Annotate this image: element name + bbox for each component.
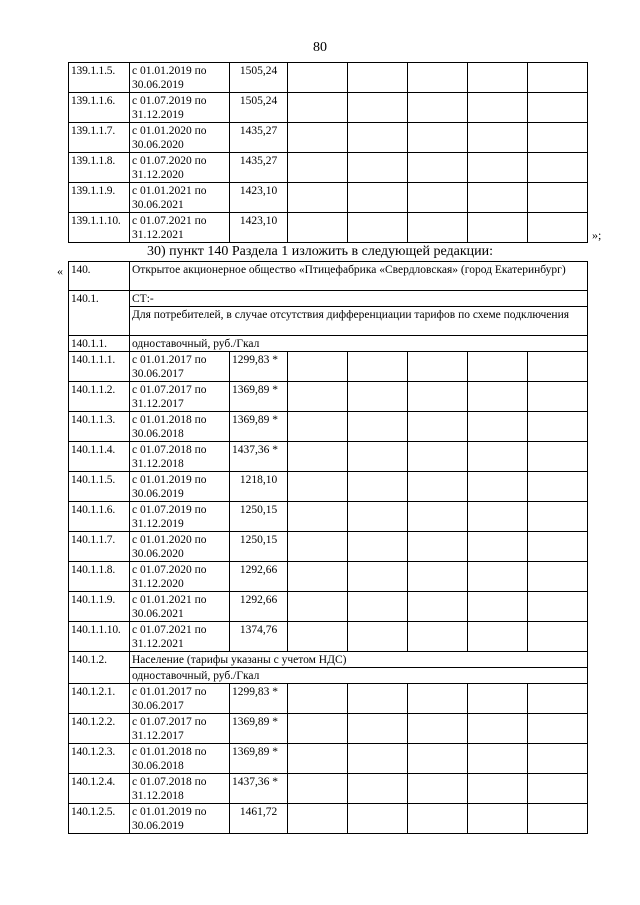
empty-cell bbox=[408, 352, 468, 382]
row-price: 1299,83 * bbox=[230, 684, 288, 714]
row-price: 1437,36 * bbox=[230, 774, 288, 804]
empty-cell bbox=[408, 442, 468, 472]
section-title: Население (тарифы указаны с учетом НДС) bbox=[130, 652, 588, 668]
empty-cell bbox=[468, 744, 528, 774]
empty-cell bbox=[348, 472, 408, 502]
empty-cell bbox=[288, 714, 348, 744]
empty-cell bbox=[408, 93, 468, 123]
row-period: с 01.07.2017 по 31.12.2017 bbox=[130, 382, 230, 412]
empty-cell bbox=[408, 153, 468, 183]
empty-cell bbox=[528, 472, 588, 502]
empty-cell bbox=[288, 213, 348, 243]
empty-cell bbox=[468, 472, 528, 502]
row-period: с 01.01.2019 по 30.06.2019 bbox=[130, 63, 230, 93]
empty-cell bbox=[288, 123, 348, 153]
empty-cell bbox=[288, 744, 348, 774]
empty-cell bbox=[408, 622, 468, 652]
empty-cell bbox=[408, 63, 468, 93]
row-period: с 01.07.2021 по 31.12.2021 bbox=[130, 213, 230, 243]
row-price: 1423,10 bbox=[230, 213, 288, 243]
row-price: 1292,66 bbox=[230, 592, 288, 622]
empty-cell bbox=[408, 714, 468, 744]
row-price: 1437,36 * bbox=[230, 442, 288, 472]
section-population-row bbox=[69, 652, 588, 668]
empty-cell bbox=[288, 382, 348, 412]
empty-cell bbox=[528, 622, 588, 652]
row-period: с 01.07.2017 по 31.12.2017 bbox=[130, 714, 230, 744]
empty-cell bbox=[528, 213, 588, 243]
empty-cell bbox=[348, 183, 408, 213]
row-period: с 01.01.2018 по 30.06.2018 bbox=[130, 744, 230, 774]
table-row bbox=[69, 63, 588, 93]
empty-cell bbox=[288, 412, 348, 442]
empty-cell bbox=[528, 93, 588, 123]
empty-cell bbox=[408, 744, 468, 774]
closing-quote-mark: »; bbox=[592, 228, 602, 242]
empty-cell bbox=[528, 804, 588, 834]
tariff-table-140 bbox=[68, 261, 588, 834]
table-row bbox=[69, 93, 588, 123]
subsection-title: одноставочный, руб./Гкал bbox=[130, 336, 588, 352]
row-period: с 01.01.2020 по 30.06.2020 bbox=[130, 123, 230, 153]
empty-cell bbox=[468, 183, 528, 213]
empty-cell bbox=[468, 93, 528, 123]
empty-cell bbox=[408, 123, 468, 153]
empty-cell bbox=[468, 63, 528, 93]
section-note-row bbox=[69, 307, 588, 336]
empty-cell bbox=[408, 412, 468, 442]
subsection-title: одноставочный, руб./Гкал bbox=[130, 668, 588, 684]
section-ct-row bbox=[69, 291, 588, 307]
row-code: 139.1.1.6. bbox=[69, 93, 130, 123]
opening-quote-mark: « bbox=[57, 264, 63, 278]
row-code: 140.1.2.5. bbox=[69, 804, 130, 834]
empty-cell bbox=[408, 774, 468, 804]
empty-cell bbox=[408, 684, 468, 714]
row-price: 1369,89 * bbox=[230, 412, 288, 442]
empty-cell bbox=[288, 153, 348, 183]
empty-cell bbox=[468, 442, 528, 472]
row-code: 139.1.1.10. bbox=[69, 213, 130, 243]
empty-cell bbox=[528, 153, 588, 183]
empty-cell bbox=[348, 412, 408, 442]
row-price: 1292,66 bbox=[230, 562, 288, 592]
empty-cell bbox=[288, 532, 348, 562]
org-header-row bbox=[69, 262, 588, 291]
row-period: с 01.07.2019 по 31.12.2019 bbox=[130, 93, 230, 123]
empty-cell bbox=[288, 63, 348, 93]
row-period: с 01.07.2018 по 31.12.2018 bbox=[130, 442, 230, 472]
empty-cell bbox=[528, 592, 588, 622]
section-note: Для потребителей, в случае отсутствия дифференциации тарифов по схеме подключения bbox=[130, 307, 588, 336]
subsection-row bbox=[69, 336, 588, 352]
empty-cell bbox=[468, 153, 528, 183]
row-code: 140.1.1.9. bbox=[69, 592, 130, 622]
page-number: 80 bbox=[313, 40, 327, 55]
empty-cell bbox=[408, 532, 468, 562]
empty-cell bbox=[408, 382, 468, 412]
section-title: СТ:- bbox=[130, 291, 588, 307]
empty-cell bbox=[348, 532, 408, 562]
empty-cell bbox=[348, 774, 408, 804]
table-row bbox=[69, 684, 588, 714]
row-period: с 01.01.2021 по 30.06.2021 bbox=[130, 183, 230, 213]
empty-cell bbox=[528, 382, 588, 412]
row-code: 140.1.1. bbox=[69, 336, 130, 352]
amendment-text: 30) пункт 140 Раздела 1 изложить в следующей редакции: bbox=[147, 244, 493, 259]
empty-cell bbox=[348, 63, 408, 93]
empty-cell bbox=[348, 123, 408, 153]
table-row bbox=[69, 472, 588, 502]
empty-cell bbox=[288, 183, 348, 213]
row-price: 1435,27 bbox=[230, 123, 288, 153]
empty-cell bbox=[528, 744, 588, 774]
empty-cell bbox=[468, 502, 528, 532]
empty-cell bbox=[528, 684, 588, 714]
empty-cell bbox=[288, 562, 348, 592]
row-code: 140.1.1.10. bbox=[69, 622, 130, 652]
empty-cell bbox=[348, 744, 408, 774]
row-code: 139.1.1.8. bbox=[69, 153, 130, 183]
table-row bbox=[69, 562, 588, 592]
row-price: 1369,89 * bbox=[230, 744, 288, 774]
empty-cell bbox=[288, 442, 348, 472]
row-code: 140.1.1.3. bbox=[69, 412, 130, 442]
table-row bbox=[69, 153, 588, 183]
table-row bbox=[69, 183, 588, 213]
row-period: с 01.07.2020 по 31.12.2020 bbox=[130, 153, 230, 183]
row-price: 1505,24 bbox=[230, 93, 288, 123]
empty-cell bbox=[528, 123, 588, 153]
row-price: 1369,89 * bbox=[230, 382, 288, 412]
row-period: с 01.01.2017 по 30.06.2017 bbox=[130, 684, 230, 714]
table-row bbox=[69, 412, 588, 442]
empty-cell bbox=[468, 382, 528, 412]
empty-cell bbox=[348, 153, 408, 183]
empty-cell bbox=[468, 412, 528, 442]
empty-cell bbox=[348, 352, 408, 382]
table-row bbox=[69, 442, 588, 472]
empty-cell bbox=[468, 622, 528, 652]
empty-cell bbox=[408, 472, 468, 502]
row-code: 139.1.1.5. bbox=[69, 63, 130, 93]
row-price: 1505,24 bbox=[230, 63, 288, 93]
empty-cell bbox=[288, 93, 348, 123]
empty-cell bbox=[528, 532, 588, 562]
empty-cell bbox=[348, 93, 408, 123]
row-price: 1250,15 bbox=[230, 502, 288, 532]
empty-cell bbox=[408, 804, 468, 834]
row-code: 140.1.1.7. bbox=[69, 532, 130, 562]
empty-cell bbox=[528, 183, 588, 213]
row-code: 140.1.2. bbox=[69, 652, 130, 684]
empty-cell bbox=[348, 592, 408, 622]
empty-cell bbox=[288, 804, 348, 834]
table-row bbox=[69, 714, 588, 744]
empty-cell bbox=[468, 774, 528, 804]
table-row bbox=[69, 382, 588, 412]
row-period: с 01.07.2021 по 31.12.2021 bbox=[130, 622, 230, 652]
row-period: с 01.07.2018 по 31.12.2018 bbox=[130, 774, 230, 804]
empty-cell bbox=[528, 412, 588, 442]
row-code: 140.1.1.5. bbox=[69, 472, 130, 502]
empty-cell bbox=[468, 592, 528, 622]
table-row bbox=[69, 352, 588, 382]
empty-cell bbox=[288, 472, 348, 502]
tariff-table-139 bbox=[68, 62, 588, 243]
empty-cell bbox=[348, 502, 408, 532]
row-period: с 01.07.2019 по 31.12.2019 bbox=[130, 502, 230, 532]
empty-cell bbox=[408, 502, 468, 532]
row-period: с 01.01.2020 по 30.06.2020 bbox=[130, 532, 230, 562]
table-row bbox=[69, 622, 588, 652]
empty-cell bbox=[288, 502, 348, 532]
empty-cell bbox=[468, 714, 528, 744]
empty-cell bbox=[528, 774, 588, 804]
empty-cell bbox=[288, 592, 348, 622]
row-period: с 01.01.2021 по 30.06.2021 bbox=[130, 592, 230, 622]
row-price: 1250,15 bbox=[230, 532, 288, 562]
empty-cell bbox=[468, 352, 528, 382]
empty-cell bbox=[348, 382, 408, 412]
empty-cell bbox=[348, 213, 408, 243]
empty-cell bbox=[468, 213, 528, 243]
empty-cell bbox=[468, 562, 528, 592]
empty-cell bbox=[288, 684, 348, 714]
table-row bbox=[69, 804, 588, 834]
row-period: с 01.01.2017 по 30.06.2017 bbox=[130, 352, 230, 382]
row-code: 140.1.1.2. bbox=[69, 382, 130, 412]
empty-cell bbox=[408, 213, 468, 243]
row-price: 1435,27 bbox=[230, 153, 288, 183]
table-row bbox=[69, 532, 588, 562]
org-name: Открытое акционерное общество «Птицефабрика «Свердловская» (город Екатеринбург) bbox=[130, 262, 588, 291]
table-row bbox=[69, 123, 588, 153]
row-code: 140.1.2.4. bbox=[69, 774, 130, 804]
subsection-row bbox=[69, 668, 588, 684]
row-price: 1369,89 * bbox=[230, 714, 288, 744]
row-code: 140.1.1.1. bbox=[69, 352, 130, 382]
table-row bbox=[69, 213, 588, 243]
empty-cell bbox=[348, 442, 408, 472]
empty-cell bbox=[348, 714, 408, 744]
empty-cell bbox=[528, 502, 588, 532]
row-price: 1299,83 * bbox=[230, 352, 288, 382]
empty-cell bbox=[348, 562, 408, 592]
table-row bbox=[69, 592, 588, 622]
row-price: 1374,76 bbox=[230, 622, 288, 652]
empty-cell bbox=[468, 684, 528, 714]
table-row bbox=[69, 502, 588, 532]
empty-cell bbox=[468, 123, 528, 153]
row-code: 140.1.2.2. bbox=[69, 714, 130, 744]
empty-cell bbox=[288, 352, 348, 382]
empty-cell bbox=[528, 63, 588, 93]
empty-cell bbox=[288, 622, 348, 652]
empty-cell bbox=[288, 774, 348, 804]
empty-cell bbox=[528, 442, 588, 472]
empty-cell bbox=[528, 562, 588, 592]
row-code: 140.1.2.1. bbox=[69, 684, 130, 714]
table-row bbox=[69, 744, 588, 774]
empty-cell bbox=[528, 714, 588, 744]
empty-cell bbox=[408, 592, 468, 622]
row-period: с 01.07.2020 по 31.12.2020 bbox=[130, 562, 230, 592]
empty-cell bbox=[348, 684, 408, 714]
row-code: 140.1.1.4. bbox=[69, 442, 130, 472]
row-code: 140.1.1.8. bbox=[69, 562, 130, 592]
empty-cell bbox=[468, 532, 528, 562]
table-row bbox=[69, 774, 588, 804]
empty-cell bbox=[348, 804, 408, 834]
empty-cell bbox=[528, 352, 588, 382]
row-code: 140.1.2.3. bbox=[69, 744, 130, 774]
row-period: с 01.01.2018 по 30.06.2018 bbox=[130, 412, 230, 442]
row-price: 1218,10 bbox=[230, 472, 288, 502]
row-code: 140. bbox=[69, 262, 130, 291]
row-period: с 01.01.2019 по 30.06.2019 bbox=[130, 804, 230, 834]
row-period: с 01.01.2019 по 30.06.2019 bbox=[130, 472, 230, 502]
row-price: 1461,72 bbox=[230, 804, 288, 834]
row-code: 139.1.1.7. bbox=[69, 123, 130, 153]
empty-cell bbox=[348, 622, 408, 652]
row-price: 1423,10 bbox=[230, 183, 288, 213]
row-code: 140.1.1.6. bbox=[69, 502, 130, 532]
row-code: 140.1. bbox=[69, 291, 130, 336]
empty-cell bbox=[468, 804, 528, 834]
empty-cell bbox=[408, 562, 468, 592]
row-code: 139.1.1.9. bbox=[69, 183, 130, 213]
empty-cell bbox=[408, 183, 468, 213]
